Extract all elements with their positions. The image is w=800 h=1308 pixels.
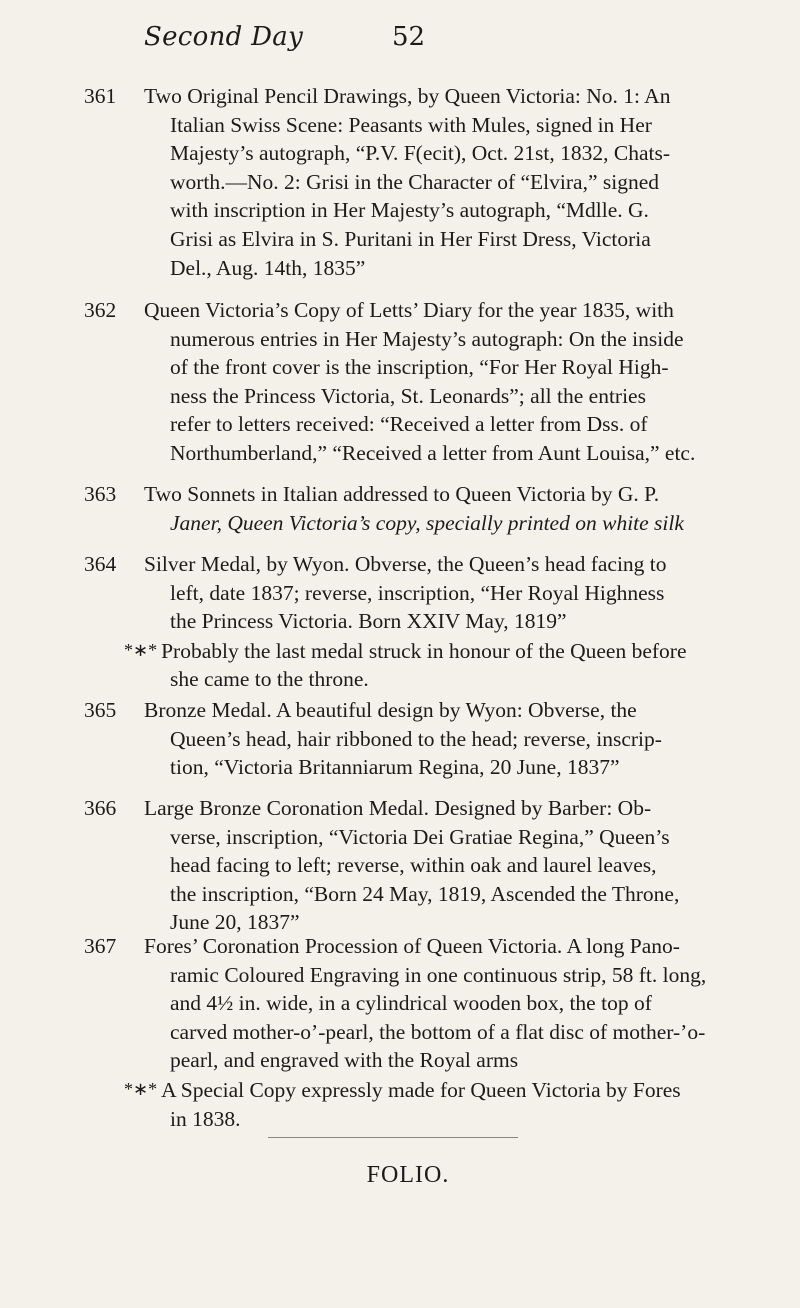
lot-365 <box>84 696 774 782</box>
lot-line: worth.—No. 2: Grisi in the Character of “Elvira,” signed <box>170 169 659 194</box>
lot-number: 364 <box>84 552 117 576</box>
lot-366 <box>84 794 774 937</box>
lot-line: tion, “Victoria Britanniarum Regina, 20 June, 1837” <box>170 755 620 780</box>
lot-line: Italian Swiss Scene: Peasants with Mules, signed in Her <box>170 112 652 137</box>
lot-line: Fores’ Coronation Procession of Queen Victoria. A long Pano- <box>144 934 680 958</box>
lot-364 <box>84 550 774 694</box>
lot-367 <box>84 932 774 1133</box>
lot-line: of the front cover is the inscription, “For Her Royal High- <box>170 355 669 380</box>
note-line: she came to the throne. <box>170 667 369 692</box>
page-header <box>144 22 704 62</box>
lot-line: verse, inscription, “Victoria Dei Gratiae Regina,” Queen’s <box>170 824 670 849</box>
lot-number: 367 <box>84 934 117 958</box>
lot-line: ramic Coloured Engraving in one continuous strip, 58 ft. long, <box>170 962 707 987</box>
lot-line: Silver Medal, by Wyon. Obverse, the Queen’s head facing to <box>144 552 667 576</box>
lot-number: 365 <box>84 698 117 722</box>
lot-363 <box>84 480 774 537</box>
page-number: 52 <box>392 22 426 52</box>
lot-361 <box>84 82 774 282</box>
lot-description <box>144 480 774 537</box>
lot-line: ness the Princess Victoria, St. Leonards”; all the entries <box>170 383 646 408</box>
lot-line: head facing to left; reverse, within oak and laurel leaves, <box>170 853 657 878</box>
section-divider <box>268 1137 518 1138</box>
lot-line: refer to letters received: “Received a letter from Dss. of <box>170 412 648 437</box>
lot-line: Grisi as Elvira in S. Puritani in Her First Dress, Victoria <box>170 226 651 251</box>
lot-description <box>144 794 774 937</box>
lot-line: Northumberland,” “Received a letter from Aunt Louisa,” etc. <box>170 440 696 465</box>
note-line: Probably the last medal struck in honour of the Queen before <box>161 638 687 663</box>
lot-line: Queen Victoria’s Copy of Letts’ Diary for the year 1835, with <box>144 298 674 322</box>
lot-number: 361 <box>84 84 117 108</box>
lot-description <box>144 82 774 282</box>
asterism-icon: *∗* <box>124 1078 158 1099</box>
lot-line: and 4½ in. wide, in a cylindrical wooden box, the top of <box>170 991 652 1016</box>
lot-number: 363 <box>84 482 117 506</box>
lot-line: Queen’s head, hair ribboned to the head; reverse, inscrip- <box>170 726 662 751</box>
lot-line: with inscription in Her Majesty’s autograph, “Mdlle. G. <box>170 198 649 223</box>
note-line: in 1838. <box>170 1106 241 1131</box>
lot-line: Two Original Pencil Drawings, by Queen Victoria: No. 1: An <box>144 84 671 108</box>
lot-line: Two Sonnets in Italian addressed to Queen Victoria by G. P. <box>144 482 660 506</box>
lot-line: left, date 1837; reverse, inscription, “Her Royal Highness <box>170 580 665 605</box>
note-line: A Special Copy expressly made for Queen Victoria by Fores <box>161 1077 681 1102</box>
lot-line: June 20, 1837” <box>170 910 300 935</box>
lot-line: carved mother-o’-pearl, the bottom of a flat disc of mother-’o- <box>170 1019 706 1044</box>
lot-description <box>124 550 774 694</box>
lot-line: Bronze Medal. A beautiful design by Wyon: Obverse, the <box>144 698 637 722</box>
lot-number: 366 <box>84 796 117 820</box>
lot-line: Del., Aug. 14th, 1835” <box>170 255 366 280</box>
lot-line: pearl, and engraved with the Royal arms <box>170 1048 519 1073</box>
lot-line: Majesty’s autograph, “P.V. F(ecit), Oct. 21st, 1832, Chats- <box>170 141 671 166</box>
lot-description <box>124 932 774 1133</box>
lot-line: Large Bronze Coronation Medal. Designed by Barber: Ob- <box>144 796 652 820</box>
lot-line: the Princess Victoria. Born XXIV May, 1819” <box>170 609 567 634</box>
lot-line: Janer, Queen Victoria’s copy, specially printed on white silk <box>170 510 684 535</box>
lot-description <box>144 296 774 468</box>
lot-line: numerous entries in Her Majesty’s autograph: On the inside <box>170 326 684 351</box>
lot-number: 362 <box>84 298 117 322</box>
lot-line: the inscription, “Born 24 May, 1819, Ascended the Throne, <box>170 881 680 906</box>
section-heading: FOLIO. <box>366 1162 450 1188</box>
lot-note <box>124 636 774 666</box>
running-title: Second Day <box>144 22 304 52</box>
lot-362 <box>84 296 774 468</box>
asterism-icon: *∗* <box>124 639 158 660</box>
lot-note <box>124 1075 774 1105</box>
lot-description <box>144 696 774 782</box>
